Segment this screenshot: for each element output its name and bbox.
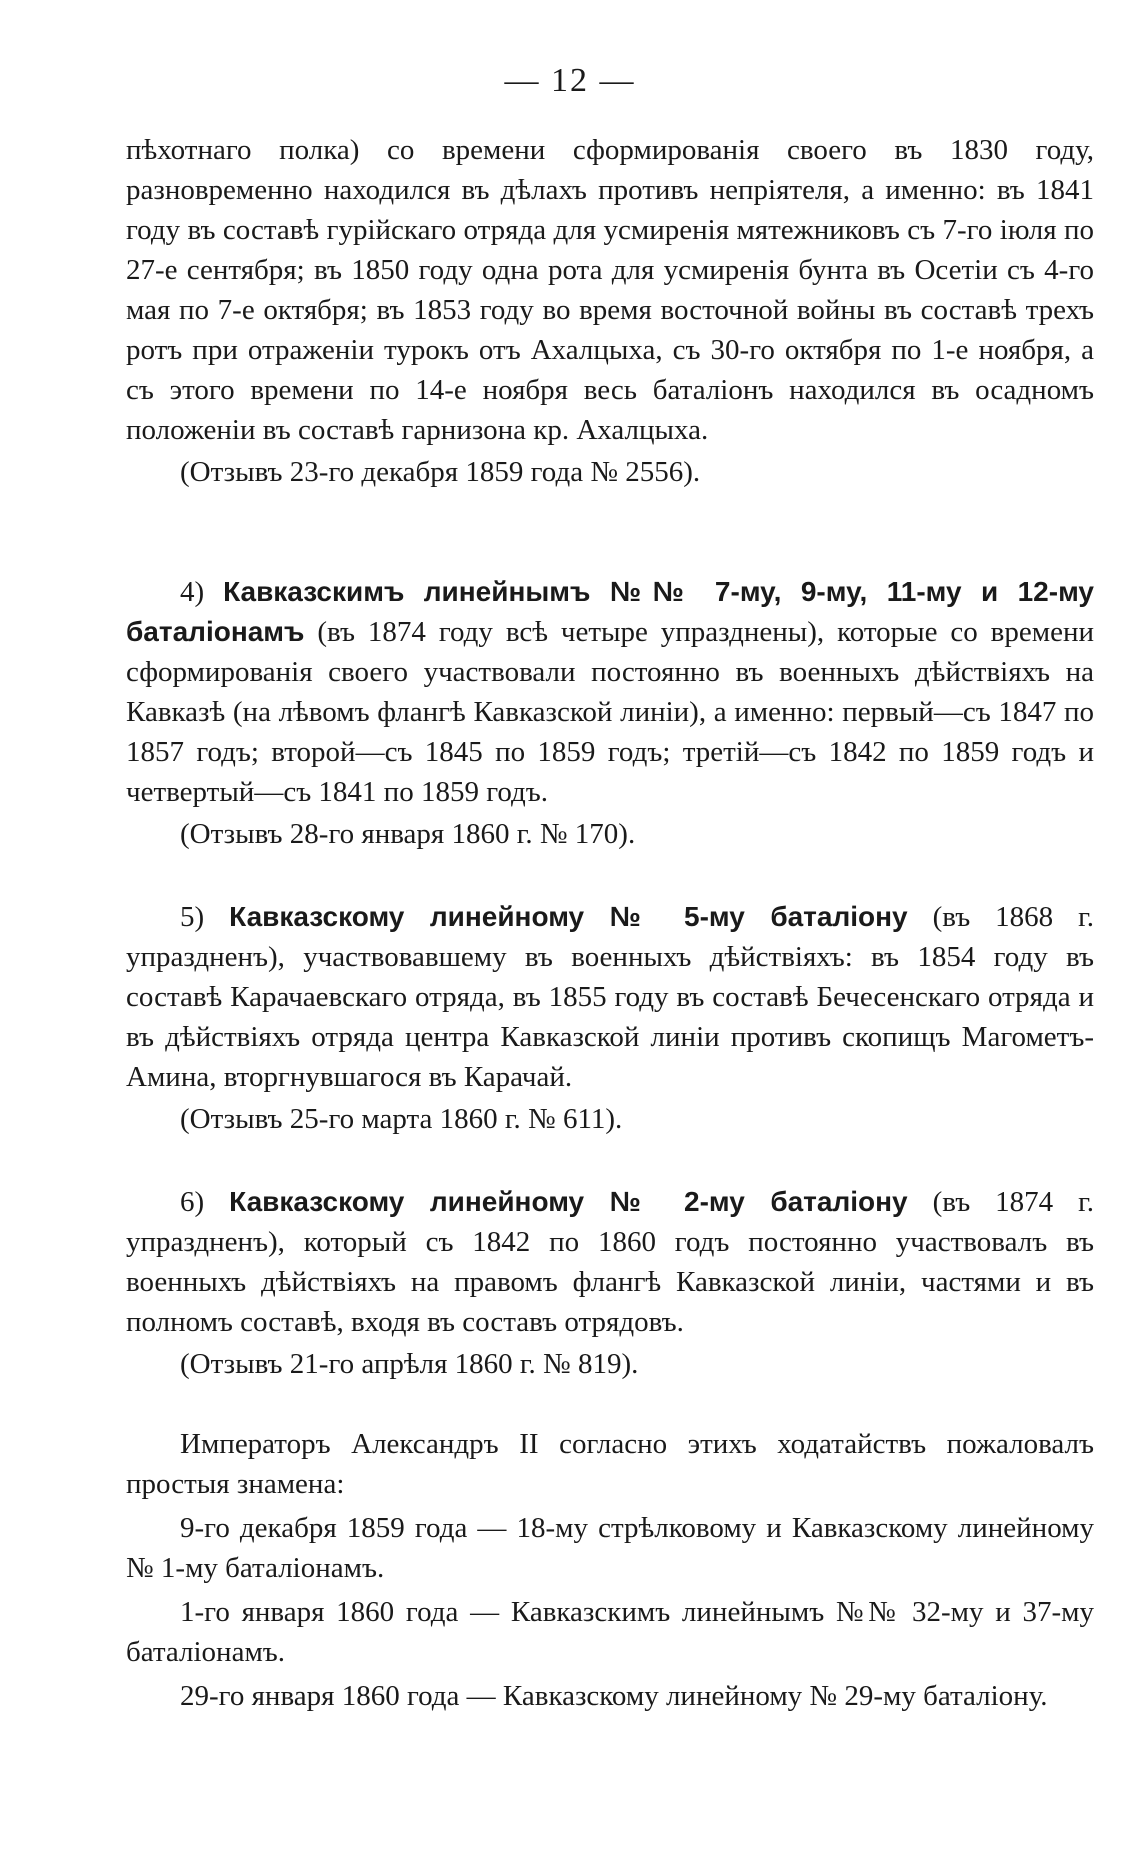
item-5-citation: (Отзывъ 25-го марта 1860 г. № 611).: [180, 1103, 623, 1135]
decree-line: 1-го января 1860 года — Кавказскимъ линейнымъ №№ 32-му и 37-му баталіонамъ.: [126, 1596, 1094, 1668]
item-6-heading: Кавказскому линейному № 2-му баталіону: [229, 1186, 908, 1217]
item-5-heading: Кавказскому линейному № 5-му баталіону: [229, 901, 908, 932]
item-6-text: (въ 1874 г. упраздненъ), который съ 1842 по 1860 годъ постоянно участвовалъ въ военныхъ дѣйствіяхъ на правомъ флангѣ Кавказской линіи, частями и въ полномъ составѣ, входя въ составъ отрядовъ.: [126, 1186, 1095, 1338]
item-6-section: [126, 1182, 1094, 1384]
decree-line: 29-го января 1860 года — Кавказскому линейному № 29-му баталіону.: [180, 1680, 1048, 1712]
intro-citation: (Отзывъ 23-го декабря 1859 года № 2556).: [180, 456, 701, 488]
item-5-text: (въ 1868 г. упраздненъ), участвовавшему въ военныхъ дѣйствіяхъ: въ 1854 году въ составѣ Карачаевскаго отряда, въ 1855 году въ составѣ Бечесенскаго отряда и въ дѣйствіяхъ отряда центра Кавказской линіи противъ скопищъ Магометъ-Амина, вторгнувшагося въ Карачай.: [126, 901, 1095, 1093]
item-4-citation: (Отзывъ 28-го января 1860 г. № 170).: [180, 818, 636, 850]
item-6-paragraph: [126, 1182, 1094, 1342]
item-5-number: 5): [180, 901, 205, 933]
item-5-section: [126, 897, 1094, 1139]
item-4-text: (въ 1874 году всѣ четыре упразднены), которые со времени сформированія своего участвовали постоянно въ военныхъ дѣйствіяхъ на Кавказѣ (на лѣвомъ флангѣ Кавказской линіи), а именно: первый—съ 1847 по 1857 годъ; второй—съ 1845 по 1859 годъ; третій—съ 1842 по 1859 годъ и четвертый—съ 1841 по 1859 годъ.: [126, 616, 1094, 808]
item-4-heading: Кавказскимъ линейнымъ №№ 7-му, 9-му, 11-му и 12-му баталіонамъ: [126, 576, 1094, 647]
intro-paragraph: пѣхотнаго полка) со времени сформированія своего въ 1830 году, разновременно находился въ дѣлахъ противъ непріятеля, а именно: въ 1841 году въ составѣ гурійскаго отряда для усмиренія мятежниковъ съ 7-го іюля по 27-е сентября; въ 1850 году одна рота для усмиренія бунта въ Осетіи съ 4-го мая по 7-е октября; въ 1853 году во время восточной войны въ составѣ трехъ ротъ при отраженіи турокъ отъ Ахалцыха, съ 30-го октября по 1-е ноября, а съ этого времени по 14-е ноября весь баталіонъ находился въ осадномъ положеніи въ составѣ гарнизона кр. Ахалцыха.: [126, 134, 1094, 446]
intro-section: [126, 130, 1094, 492]
item-6-number: 6): [180, 1186, 205, 1218]
item-4-number: 4): [180, 576, 205, 608]
item-6-citation: (Отзывъ 21-го апрѣля 1860 г. № 819).: [180, 1348, 639, 1380]
decree-section: [126, 1424, 1094, 1716]
decree-intro: Императоръ Александръ II согласно этихъ ходатайствъ пожаловалъ простыя знамена:: [126, 1428, 1094, 1500]
decree-line: 9-го декабря 1859 года — 18-му стрѣлковому и Кавказскому линейному № 1-му баталіонамъ.: [126, 1512, 1094, 1584]
item-4-paragraph: [126, 572, 1094, 812]
item-4-section: [126, 572, 1094, 854]
page-number: — 12 —: [504, 62, 636, 99]
item-5-paragraph: [126, 897, 1094, 1097]
